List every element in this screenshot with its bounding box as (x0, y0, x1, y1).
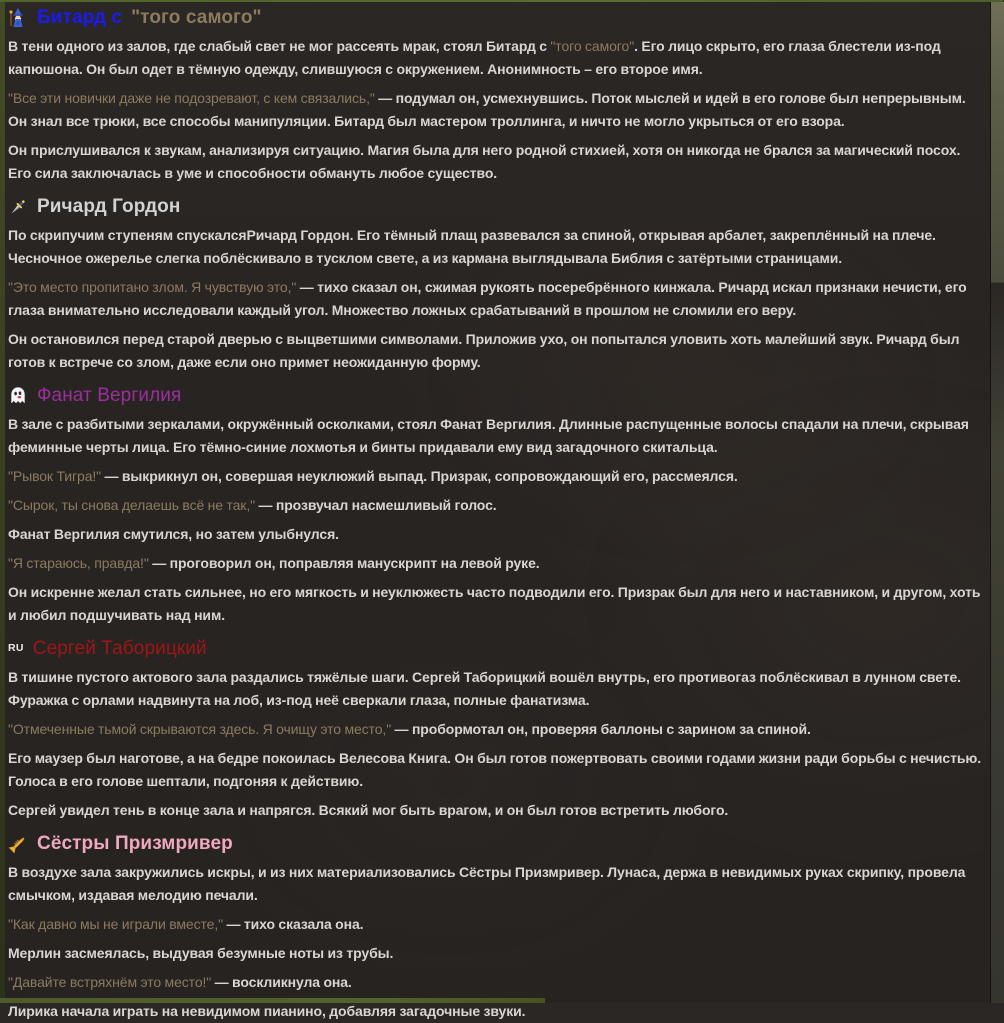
story-paragraph (8, 87, 983, 133)
character-section-sergey-taboritsky (8, 637, 983, 822)
dagger-icon (8, 197, 28, 217)
character-name: "того самого" (131, 7, 262, 28)
story-paragraph (8, 1000, 983, 1023)
story-paragraph (8, 523, 983, 546)
character-name[interactable]: Битард с (37, 7, 123, 28)
character-name[interactable]: Фанат Вергилия (37, 385, 182, 406)
body-text: Он остановился перед старой дверью с выцветшими символами. Приложив ухо, он попытался уловить хоть малейший звук. Ричард был готов к встрече со злом, даже если оно примет неожиданную форму. (8, 331, 960, 370)
bottom-edge-strip (0, 998, 545, 1003)
character-section-virgil-fan (8, 384, 983, 627)
character-section-bitard (8, 6, 983, 185)
character-name[interactable]: Сёстры Призмривер (37, 833, 233, 854)
quote-text: "Сырок, ты снова делаешь всё не так," (8, 497, 255, 513)
body-text: В зале с разбитыми зеркалами, окружённый осколками, стоял Фанат Вергилия. Длинные распущенные волосы спадали на плечи, скрывая феминные черты лица. Его тёмно-синие лохмотья и бинты придавали ему вид загадочного скитальца. (8, 416, 969, 455)
character-heading (8, 384, 983, 407)
trumpet-icon (8, 834, 28, 854)
body-text: — выкрикнул он, совершая неуклюжий выпад. Призрак, сопровождающий его, рассмеялся. (101, 468, 738, 484)
body-text: — подумал он, усмехнувшись. Поток мыслей и идей в его голове был непрерывным. Он знал все трюки, все способы манипуляции. Битард был мастером троллинга, и ничто не могло укрыться от его взора. (8, 90, 966, 129)
mage-icon (8, 8, 28, 28)
story-paragraph (8, 276, 983, 322)
character-section-prismriver-sisters (8, 832, 983, 1023)
story-paragraph (8, 552, 983, 575)
story-paragraph (8, 328, 983, 374)
body-text: — тихо сказала она. (222, 916, 364, 932)
story-paragraph (8, 139, 983, 185)
body-text: — тихо сказал он, сжимая рукоять посеребрённого кинжала. Ричард искал признаки нечисти, его глаза внимательно исследовали каждый угол. Множество ложных срабатываний в прошлом не сломили его веру. (8, 279, 967, 318)
character-name[interactable]: Сергей Таборицкий (32, 638, 207, 659)
character-heading (8, 637, 983, 660)
character-heading (8, 195, 983, 218)
story-paragraph (8, 494, 983, 517)
body-text: . Его лицо скрыто, его глаза блестели из-под капюшона. Он был одет в тёмную одежду, слившуюся с окружением. Анонимность – его второе имя. (8, 38, 941, 77)
body-text: — прозвучал насмешливый голос. (255, 497, 497, 513)
quote-text: "Давайте встряхнём это место!" (8, 974, 212, 990)
story-paragraph (8, 913, 983, 936)
story-paragraph (8, 666, 983, 712)
quote-text: "Все эти новички даже не подозревают, с кем связались," (8, 90, 375, 106)
right-edge-strip (990, 2, 1004, 1003)
body-text: — проговорил он, поправляя манускрипт на левой руке. (148, 555, 540, 571)
top-border (0, 0, 1003, 2)
quote-text: "Я стараюсь, правда!" (8, 555, 149, 571)
body-text: Фанат Вергилия смутился, но затем улыбнулся. (8, 526, 339, 542)
character-section-richard-gordon (8, 195, 983, 374)
story-paragraph (8, 718, 983, 741)
quote-text: "Это место пропитано злом. Я чувствую это," (8, 279, 297, 295)
body-text: В тишине пустого актового зала раздались тяжёлые шаги. Сергей Таборицкий вошёл внутрь, его противогаз поблёскивал в лунном свете. Фуражка с орлами надвинута на лоб, из-под неё сверкали глаза, полные фанатизма. (8, 669, 961, 708)
quote-text: "Рывок Тигра!" (8, 468, 102, 484)
body-text: — пробормотал он, проверяя баллоны с зарином за спиной. (391, 721, 811, 737)
body-text: Он прислушивался к звукам, анализируя ситуацию. Магия была для него родной стихией, хотя он никогда не брался за магический посох. Его сила заключалась в уме и способности обмануть любое существо. (8, 142, 961, 181)
story-paragraph (8, 799, 983, 822)
body-text: По скрипучим ступеням спускалсяРичард Гордон. Его тёмный плащ развевался за спиной, открывая арбалет, закреплённый на плече. Чесночное ожерелье слегка поблёскивало в тусклом свете, а из кармана выглядывала Библия с затёртыми страницами. (8, 227, 936, 266)
body-text: В воздухе зала закружились искры, и из них материализовались Сёстры Призмривер. Лунаса, держа в невидимых руках скрипку, провела смычком, издавая мелодию печали. (8, 864, 966, 903)
body-text: Сергей увидел тень в конце зала и напрягся. Всякий мог быть врагом, и он был готов встретить любого. (8, 802, 729, 818)
body-text: — воскликнула она. (211, 974, 352, 990)
quote-text: "Отмеченные тьмой скрываются здесь. Я очищу это место," (8, 721, 392, 737)
body-text: Лирика начала играть на невидимом пианино, добавляя загадочные звуки. (8, 1003, 526, 1019)
ghost-icon (8, 386, 28, 406)
story-content (8, 2, 983, 1019)
flag-ru-icon: RU (8, 642, 24, 654)
story-paragraph (8, 224, 983, 270)
story-paragraph (8, 942, 983, 965)
story-paragraph (8, 413, 983, 459)
character-name: Ричард Гордон (37, 196, 181, 217)
left-border-strip (0, 0, 5, 1003)
story-paragraph (8, 465, 983, 488)
body-text: Его маузер был наготове, а на бедре покоилась Велесова Книга. Он был готов пожертвовать своими годами жизни ради борьбы с нечистью. Голоса в его голове шептали, подгоняя к действию. (8, 750, 982, 789)
story-paragraph (8, 35, 983, 81)
story-paragraph (8, 861, 983, 907)
character-heading (8, 832, 983, 855)
character-heading (8, 6, 983, 29)
story-paragraph (8, 747, 983, 793)
story-paragraph (8, 971, 983, 994)
quote-text: "того самого" (550, 38, 635, 54)
body-text: Он искренне желал стать сильнее, но его мягкость и неуклюжесть часто подводили его. Призрак был для него и наставником, и другом, хоть и любил подшучивать над ним. (8, 584, 981, 623)
body-text: Мерлин засмеялась, выдувая безумные ноты из трубы. (8, 945, 394, 961)
quote-text: "Как давно мы не играли вместе," (8, 916, 223, 932)
story-paragraph (8, 581, 983, 627)
body-text: В тени одного из залов, где слабый свет не мог рассеять мрак, стоял Битард с (8, 38, 551, 54)
